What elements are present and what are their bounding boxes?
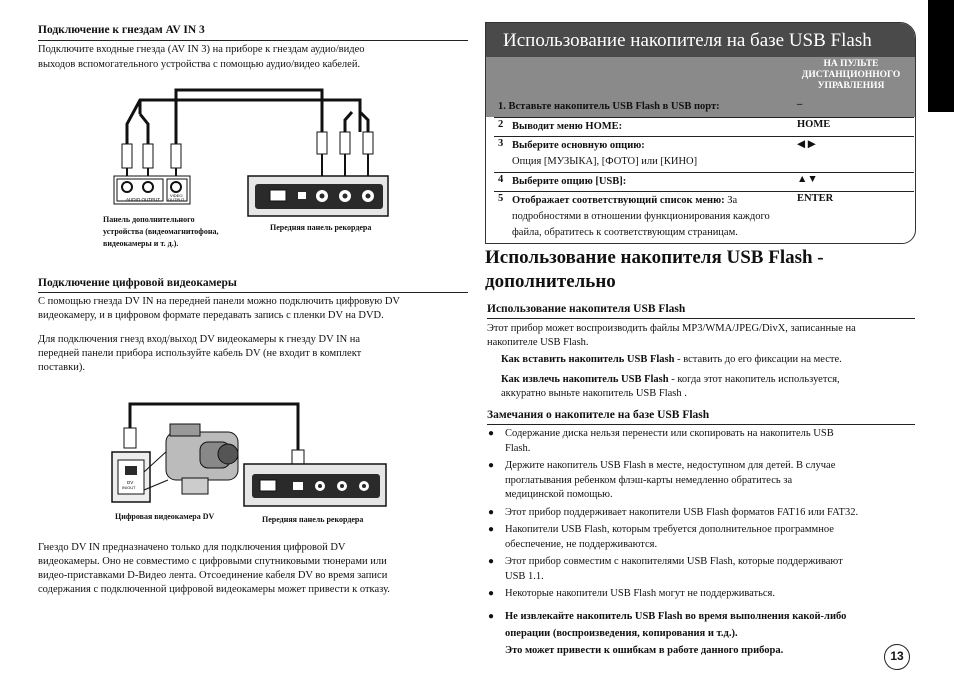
remove-rest: - когда этот накопитель используется, — [668, 374, 840, 385]
section-tab-marker — [928, 0, 954, 112]
video-output-label-2: OUTPUT — [168, 197, 185, 202]
dv-label-2: IN/OUT — [122, 485, 136, 490]
note-1-l1: Содержание диска нельзя перенести или скопировать на накопитель USB — [505, 428, 834, 439]
note-item-warning: ● Не извлекайте накопитель USB Flash во время выполнения какой-либо операции (воспроизведения, копирования и т.д.). Это может привести к ошибкам в работе данного прибора. — [485, 608, 905, 659]
usb-quick-steps-panel — [485, 22, 916, 244]
step-2-num: 2 — [498, 119, 504, 130]
step-separator — [494, 172, 914, 173]
divider — [38, 292, 468, 293]
dv-text-2c: поставки). — [38, 362, 85, 373]
step-5-text-3: файла, обратитесь к соответствующим страницам. — [512, 227, 738, 238]
note-1-l2: Flash. — [505, 442, 531, 454]
remove-bold: Как извлечь накопитель USB Flash — [501, 374, 669, 385]
divider — [487, 318, 915, 319]
step-5-text-bold: Отображает соответствующий список меню: — [512, 195, 725, 206]
audio-output-label: AUDIO OUTPUT — [126, 197, 161, 202]
remote-header-line-2: ДИСТАНЦИОННОГО — [801, 70, 901, 80]
dv-note-2: видеокамеры. Оно не совместимо с цифровыми спутниковыми тюнерами или — [38, 556, 387, 567]
note-5-l2: USB 1.1. — [505, 570, 544, 582]
step-3-num: 3 — [498, 138, 504, 149]
note-2-l1: Держите накопитель USB Flash в месте, недоступном для детей. В случае — [505, 460, 836, 471]
step-5-text-rest: За — [724, 195, 738, 206]
dv-text-2b: передней панели прибора используйте кабель DV (не входит в комплект — [38, 348, 362, 359]
note-7-l2: операции (воспроизведения, копирования и т.д.). — [505, 627, 738, 639]
step-2-text: Выводит меню HOME: — [512, 121, 623, 132]
usb-remove-line-2: аккуратно выньте накопитель USB Flash . — [501, 388, 687, 399]
step-1-text: 1. Вставьте накопитель USB Flash в USB порт: — [498, 101, 720, 112]
note-6-l1: Некоторые накопители USB Flash могут не поддерживаться. — [505, 588, 776, 599]
note-7-l3: Это может привести к ошибкам в работе данного прибора. — [505, 644, 784, 656]
dv-note-4: содержания с подключенной цифровой видеокамеры может привести к отказу. — [38, 584, 390, 595]
dv-text-1a: С помощью гнезда DV IN на передней панели можно подключить цифровую DV — [38, 296, 401, 307]
note-item: ● Этот прибор совместим с накопителями USB Flash, которые поддерживают USB 1.1. — [485, 555, 905, 584]
usb-additional-title — [485, 246, 824, 294]
step-separator — [494, 117, 914, 118]
usb-remove-line — [501, 373, 840, 388]
step-2-key: HOME — [797, 119, 831, 130]
step-5-key: ENTER — [797, 193, 834, 204]
aux-panel-caption-1: Панель дополнительного — [103, 215, 195, 224]
av-in-heading: Подключение к гнездам AV IN 3 — [38, 24, 205, 36]
av-in-text-line-2: выходов вспомогательного устройства с помощью аудио/видео кабелей. — [38, 59, 361, 70]
usb-use-text-1: Этот прибор может воспроизводить файлы MP3/WMA/JPEG/DivX, записанные на — [487, 323, 856, 334]
step-1-key: – — [797, 99, 803, 110]
video-output-label-1: VIDEO — [170, 193, 183, 198]
note-5-l1: Этот прибор совместим с накопителями USB Flash, которые поддерживают — [505, 556, 843, 567]
step-3-text: Выберите основную опцию: — [512, 140, 645, 151]
note-3-l1: Этот прибор поддерживает накопители USB Flash форматов FAT16 или FAT32. — [505, 506, 859, 518]
title-line-1: Использование накопителя USB Flash - — [485, 247, 824, 268]
recorder-front-caption: Передняя панель рекордера — [270, 223, 372, 232]
note-4-l2: обеспечение, не поддерживаются. — [505, 538, 658, 550]
usb-use-text-2: накопителе USB Flash. — [487, 337, 589, 348]
insert-rest: - вставить до его фиксации на месте. — [674, 354, 842, 365]
aux-panel-caption-3: видеокамеры и т. д.). — [103, 239, 179, 248]
remote-header-line-1: НА ПУЛЬТЕ — [823, 59, 879, 69]
step-4-text: Выберите опцию [USB]: — [512, 176, 627, 187]
av-connection-diagram — [100, 84, 400, 220]
usb-use-heading: Использование накопителя USB Flash — [487, 303, 686, 315]
note-item: ● Этот прибор поддерживает накопители USB Flash форматов FAT16 или FAT32. — [485, 506, 905, 521]
step-5-text-2: подробностями в отношении функционирования каждого — [512, 211, 770, 222]
step-4-num: 4 — [498, 174, 504, 185]
panel-title: Использование накопителя на базе USB Flash — [486, 23, 915, 57]
step-3-text-2: Опция [МУЗЫКА], [ФОТО] или [КИНО] — [512, 156, 698, 167]
usb-notes-heading: Замечания о накопителе на базе USB Flash — [487, 409, 710, 421]
step-separator — [494, 136, 914, 137]
dv-text-1b: видеокамеру, и в цифровом формате передавать запись с пленки DV на DVD. — [38, 310, 384, 321]
step-4-key: ▲▼ — [797, 174, 818, 185]
dv-text-2a: Для подключения гнезд вход/выход DV видеокамеры к гнезду DV IN на — [38, 334, 361, 345]
page-number: 13 — [884, 644, 910, 670]
usb-insert-line — [501, 353, 842, 368]
dv-note-1: Гнездо DV IN предназначено только для подключения цифровой DV — [38, 542, 346, 553]
aux-panel-caption-2: устройства (видеомагнитофона, — [103, 227, 219, 236]
note-4-l1: Накопители USB Flash, которым требуется дополнительное программное — [505, 524, 834, 535]
title-line-2: дополнительно — [485, 271, 616, 292]
recorder-front-caption-2: Передняя панель рекордера — [262, 515, 364, 524]
dv-note-3: видео-приставками D-Видео лента. Отсоединение кабеля DV во время записи — [38, 570, 388, 581]
divider — [487, 424, 915, 425]
remote-header-line-3: УПРАВЛЕНИЯ — [817, 81, 885, 91]
usb-notes-list — [485, 427, 905, 662]
dv-heading: Подключение цифровой видеокамеры — [38, 277, 237, 289]
step-separator — [494, 191, 914, 192]
note-item: ● Содержание диска нельзя перенести или скопировать на накопитель USB Flash. — [485, 427, 905, 456]
divider — [38, 40, 468, 41]
camcorder-icon — [166, 424, 238, 494]
note-2-l2: проглатывания ребенком флэш-карты немедленно обратитесь за — [505, 474, 793, 486]
note-item: ● Некоторые накопители USB Flash могут не поддерживаться. — [485, 587, 905, 602]
step-3-key: ◀ ▶ — [797, 139, 816, 150]
note-item: ● Держите накопитель USB Flash в месте, недоступном для детей. В случае проглатывания ребенком флэш-карты немедленно обратитесь за медицинской помощью. — [485, 459, 905, 503]
av-in-text-line-1: Подключите входные гнезда (AV IN 3) на приборе к гнездам аудио/видео — [38, 44, 365, 55]
step-5-num: 5 — [498, 193, 504, 204]
insert-bold: Как вставить накопитель USB Flash — [501, 354, 675, 365]
camcorder-caption: Цифровая видеокамера DV — [115, 512, 215, 521]
dv-label-1: DV — [127, 480, 134, 485]
note-item: ● Накопители USB Flash, которым требуется дополнительное программное обеспечение, не поддерживаются. — [485, 523, 905, 552]
note-2-l3: медицинской помощью. — [505, 489, 613, 500]
dv-connection-diagram — [108, 394, 396, 508]
note-7-l1: Не извлекайте накопитель USB Flash во время выполнения какой-либо — [505, 610, 847, 622]
